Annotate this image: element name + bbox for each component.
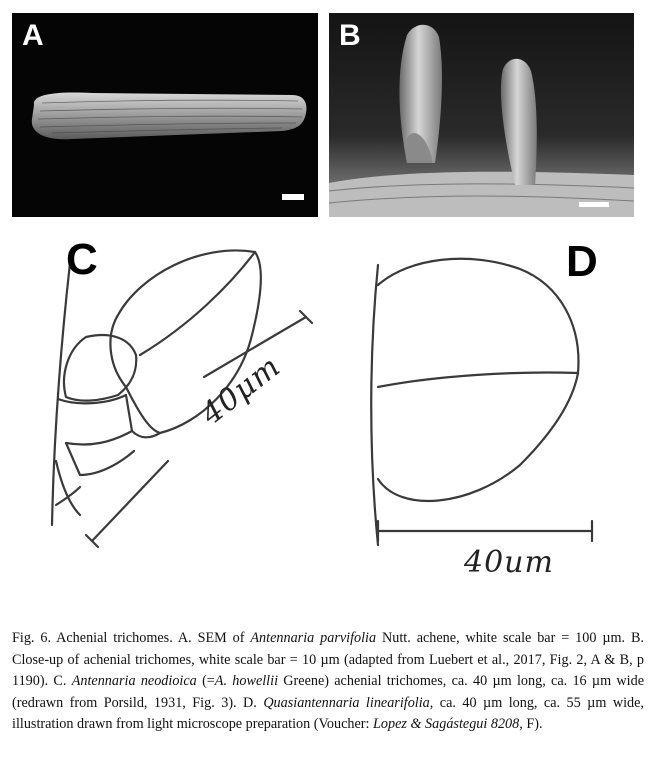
scale-bar xyxy=(282,194,304,200)
caption-text: Greene) achenial trichomes, ca. 40 µm long, ca. 16 µm wide (redrawn from Porsild, 1931, Fig. 3). D. xyxy=(12,673,644,711)
panel-letter-c: C xyxy=(66,235,98,284)
panel-b-sem-trichomes xyxy=(329,13,634,217)
trichome-drawings xyxy=(0,225,657,620)
panel-letter-b: B xyxy=(339,19,361,52)
achene-image xyxy=(12,13,318,217)
caption-text: , ca. 40 µm long, ca. 55 µm wide, illustration drawn from light microscope preparation (Voucher: xyxy=(12,694,644,732)
caption-text: (= xyxy=(196,673,215,689)
caption-italic-species: Antennaria neodioica xyxy=(71,673,197,689)
drawing-c-scale-bar xyxy=(92,461,168,541)
drawing-c-base-line xyxy=(52,263,70,525)
drawing-d-cell-outline xyxy=(378,259,578,501)
panel-a-sem-achene xyxy=(12,13,318,217)
drawing-area xyxy=(0,225,657,620)
drawing-d-scale-label: 40um xyxy=(464,545,554,580)
caption-text: , F). xyxy=(519,716,543,732)
panel-letter-d: D xyxy=(566,237,598,286)
figure-caption xyxy=(12,628,644,736)
caption-italic-species: Quasiantennaria linearifolia xyxy=(263,694,430,711)
caption-italic-species: A. howellii xyxy=(214,673,279,689)
trichomes-image xyxy=(329,13,634,217)
panel-letter-a: A xyxy=(22,19,44,52)
drawing-c-scale-label: 40μm xyxy=(194,348,288,433)
drawing-d-base-line xyxy=(371,265,378,545)
caption-text: Fig. 6. Achenial trichomes. A. SEM of xyxy=(12,630,251,646)
caption-italic-species: Antennaria parvifolia xyxy=(250,630,377,646)
drawing-d-septum xyxy=(378,373,578,387)
caption-text: Nutt. achene, white scale bar = 100 µm. B. Close-up of achenial trichomes, white scale bar = 10 µm (adapted from Luebert et al., 2017, Fig. 2, A & B, p 1190). C. xyxy=(12,630,645,689)
scale-bar xyxy=(579,202,609,207)
caption-italic-voucher: Lopez & Sagástegui 8208 xyxy=(373,716,520,732)
